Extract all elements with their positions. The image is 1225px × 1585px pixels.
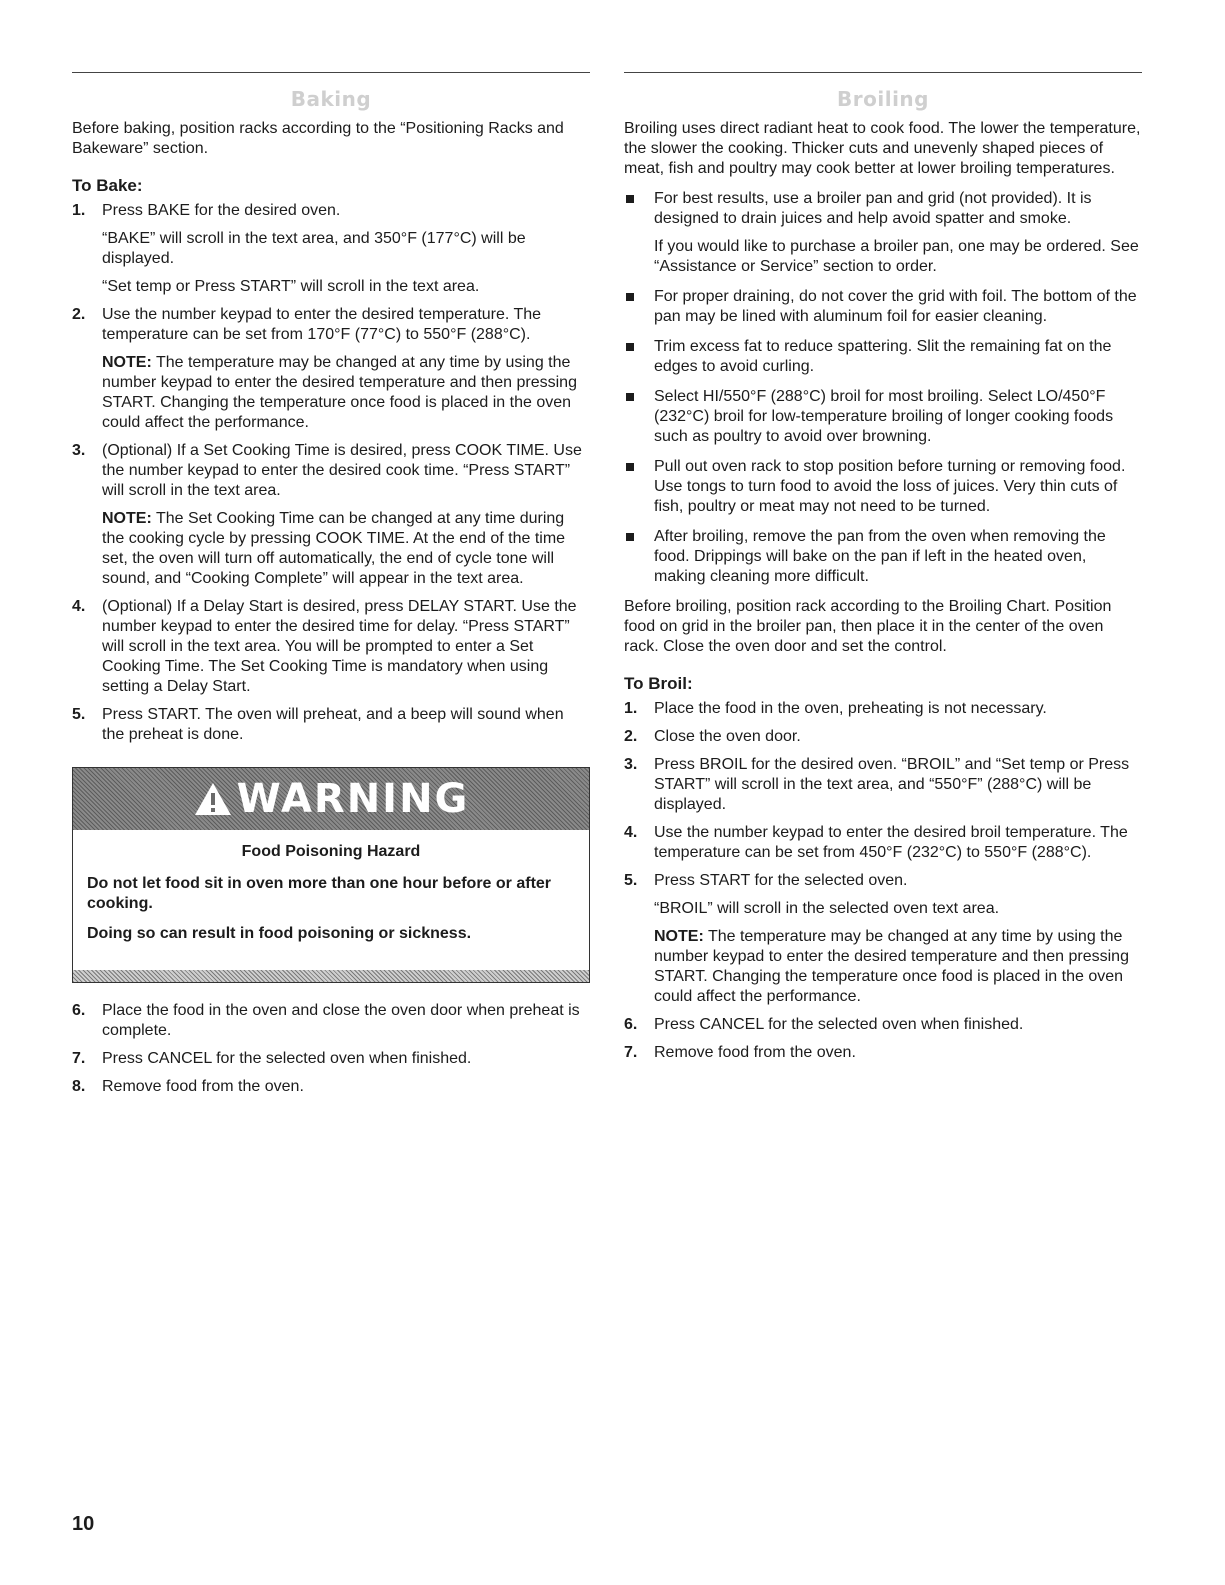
- broiling-section: [624, 72, 1142, 1071]
- list-item: [72, 705, 590, 745]
- bullet-text: After broiling, remove the pan from the oven when removing the food. Drippings will bake on the pan if left in the heated oven, making cleaning more difficult.: [654, 528, 1106, 585]
- step-number: 1.: [624, 700, 638, 717]
- list-item: [624, 871, 1142, 1007]
- list-item: [72, 1077, 590, 1097]
- step-note: [102, 509, 590, 589]
- step-number: 3.: [624, 756, 638, 773]
- step-note: [102, 353, 590, 433]
- bullet-text: Trim excess fat to reduce spattering. Slit the remaining fat on the edges to avoid curling.: [654, 338, 1112, 375]
- list-item: [624, 287, 1142, 327]
- list-item: [72, 1001, 590, 1041]
- bullet-text: Select HI/550°F (288°C) broil for most broiling. Select LO/450°F (232°C) broil for low-temperature broiling of longer cooking foods such as poultry to avoid over browning.: [654, 388, 1114, 445]
- list-item: [72, 441, 590, 589]
- baking-title: Baking: [290, 87, 372, 111]
- step-text: Close the oven door.: [654, 728, 801, 745]
- step-text: Press START. The oven will preheat, and a beep will sound when the preheat is done.: [102, 706, 564, 743]
- warning-box: [72, 767, 590, 983]
- step-number: 4.: [72, 598, 86, 615]
- hazard-title: Food Poisoning Hazard: [241, 843, 421, 860]
- to-bake-heading: To Bake:: [72, 176, 143, 195]
- list-item: [624, 699, 1142, 719]
- step-number: 8.: [72, 1078, 86, 1095]
- bullet-text: For proper draining, do not cover the grid with foil. The bottom of the pan may be lined with aluminum foil for easier cleaning.: [654, 288, 1137, 325]
- list-item: [624, 1043, 1142, 1063]
- warning-text: Doing so can result in food poisoning or sickness.: [87, 925, 472, 942]
- step-text: Press CANCEL for the selected oven when finished.: [654, 1016, 1024, 1033]
- bullet-icon: [626, 533, 634, 541]
- list-item: [624, 727, 1142, 747]
- section-divider: [72, 72, 590, 73]
- note-text: The Set Cooking Time can be changed at any time during the cooking cycle by pressing COOK TIME. At the end of the time set, the oven will turn off automatically, the end of cycle tone will sound, and “Cooking Complete” will appear in the text area.: [102, 510, 566, 587]
- step-number: 5.: [72, 706, 86, 723]
- step-text: Place the food in the oven and close the oven door when preheat is complete.: [102, 1002, 580, 1039]
- list-item: [624, 337, 1142, 377]
- bullet-icon: [626, 393, 634, 401]
- list-item: [624, 387, 1142, 447]
- note-text: The temperature may be changed at any time by using the number keypad to enter the desired temperature and then pressing START. Changing the temperature once food is placed in the oven could affect the performance.: [102, 354, 577, 431]
- step-text: Remove food from the oven.: [654, 1044, 856, 1061]
- list-item: [72, 201, 590, 297]
- bullet-subtext: If you would like to purchase a broiler pan, one may be ordered. See “Assistance or Service” section to order.: [654, 238, 1139, 275]
- list-item: [624, 823, 1142, 863]
- broiling-intro: Broiling uses direct radiant heat to cook food. The lower the temperature, the slower the cooking. Thicker cuts and unevenly shaped pieces of meat, fish and poultry may cook better at lower broiling temperatures.: [624, 120, 1141, 177]
- baking-section: [72, 72, 590, 1105]
- step-text: Place the food in the oven, preheating is not necessary.: [654, 700, 1047, 717]
- step-number: 2.: [624, 728, 638, 745]
- warning-word: WARNING: [236, 776, 470, 822]
- step-text: (Optional) If a Delay Start is desired, press DELAY START. Use the number keypad to enter the desired time for delay. “Press START” will scroll in the text area. You will be prompted to enter a Set Cooking Time. The Set Cooking Time is mandatory when using setting a Delay Start.: [102, 598, 577, 695]
- bullet-icon: [626, 195, 634, 203]
- step-text: Press BAKE for the desired oven.: [102, 202, 341, 219]
- bullet-icon: [626, 343, 634, 351]
- warning-text: Do not let food sit in oven more than one hour before or after cooking.: [87, 875, 552, 912]
- list-item: [624, 457, 1142, 517]
- list-item: [624, 527, 1142, 587]
- step-text: Use the number keypad to enter the desired broil temperature. The temperature can be set from 450°F (232°C) to 550°F (288°C).: [654, 824, 1128, 861]
- baking-intro: Before baking, position racks according to the “Positioning Racks and Bakeware” section.: [72, 120, 564, 157]
- step-number: 7.: [624, 1044, 638, 1061]
- list-item: [624, 755, 1142, 815]
- page-number: 10: [72, 1513, 95, 1535]
- bake-steps: [72, 201, 590, 745]
- broiling-before: Before broiling, position rack according to the Broiling Chart. Position food on grid in the broiler pan, then place it in the center of the oven rack. Close the oven door and set the control.: [624, 598, 1112, 655]
- broil-steps: [624, 699, 1142, 1063]
- step-subtext: “Set temp or Press START” will scroll in the text area.: [102, 278, 480, 295]
- warning-triangle-icon: [193, 781, 233, 817]
- step-note: [654, 927, 1142, 1007]
- step-text: Press START for the selected oven.: [654, 872, 908, 889]
- note-label: NOTE:: [102, 510, 152, 527]
- bake-steps-continued: [72, 1001, 590, 1097]
- step-number: 6.: [72, 1002, 86, 1019]
- step-text: Use the number keypad to enter the desired temperature. The temperature can be set from 170°F (77°C) to 550°F (288°C).: [102, 306, 542, 343]
- list-item: [624, 189, 1142, 277]
- step-text: Press BROIL for the desired oven. “BROIL” and “Set temp or Press START” will scroll in the text area, and “550°F” (288°C) will be displayed.: [654, 756, 1130, 813]
- warning-header: [73, 768, 589, 830]
- warning-title: [193, 777, 470, 821]
- step-number: 2.: [72, 306, 86, 323]
- bullet-text: Pull out oven rack to stop position before turning or removing food. Use tongs to turn food to avoid the loss of juices. Very thin cuts of fish, poultry or meat may not need to be turned.: [654, 458, 1126, 515]
- list-item: [72, 597, 590, 697]
- step-number: 7.: [72, 1050, 86, 1067]
- list-item: [72, 1049, 590, 1069]
- list-item: [624, 1015, 1142, 1035]
- bullet-icon: [626, 463, 634, 471]
- step-text: Press CANCEL for the selected oven when finished.: [102, 1050, 472, 1067]
- list-item: [72, 305, 590, 433]
- bullet-text: For best results, use a broiler pan and grid (not provided). It is designed to drain juices and help avoid spatter and smoke.: [654, 190, 1092, 227]
- note-text: The temperature may be changed at any time by using the number keypad to enter the desired temperature and then pressing START. Changing the temperature once food is placed in the oven could affect the performance.: [654, 928, 1129, 1005]
- warning-body: [73, 830, 589, 970]
- step-number: 3.: [72, 442, 86, 459]
- broiling-tips: [624, 189, 1142, 587]
- step-text: Remove food from the oven.: [102, 1078, 304, 1095]
- warning-footer: [73, 970, 589, 982]
- to-broil-heading: To Broil:: [624, 674, 693, 693]
- step-subtext: “BROIL” will scroll in the selected oven text area.: [654, 900, 1000, 917]
- bullet-icon: [626, 293, 634, 301]
- section-divider: [624, 72, 1142, 73]
- broiling-title: Broiling: [837, 87, 929, 111]
- step-number: 1.: [72, 202, 86, 219]
- note-label: NOTE:: [654, 928, 704, 945]
- note-label: NOTE:: [102, 354, 152, 371]
- step-number: 6.: [624, 1016, 638, 1033]
- step-subtext: “BAKE” will scroll in the text area, and 350°F (177°C) will be displayed.: [102, 230, 526, 267]
- step-number: 5.: [624, 872, 638, 889]
- step-number: 4.: [624, 824, 638, 841]
- step-text: (Optional) If a Set Cooking Time is desired, press COOK TIME. Use the number keypad to enter the desired cook time. “Press START” will scroll in the text area.: [102, 442, 582, 499]
